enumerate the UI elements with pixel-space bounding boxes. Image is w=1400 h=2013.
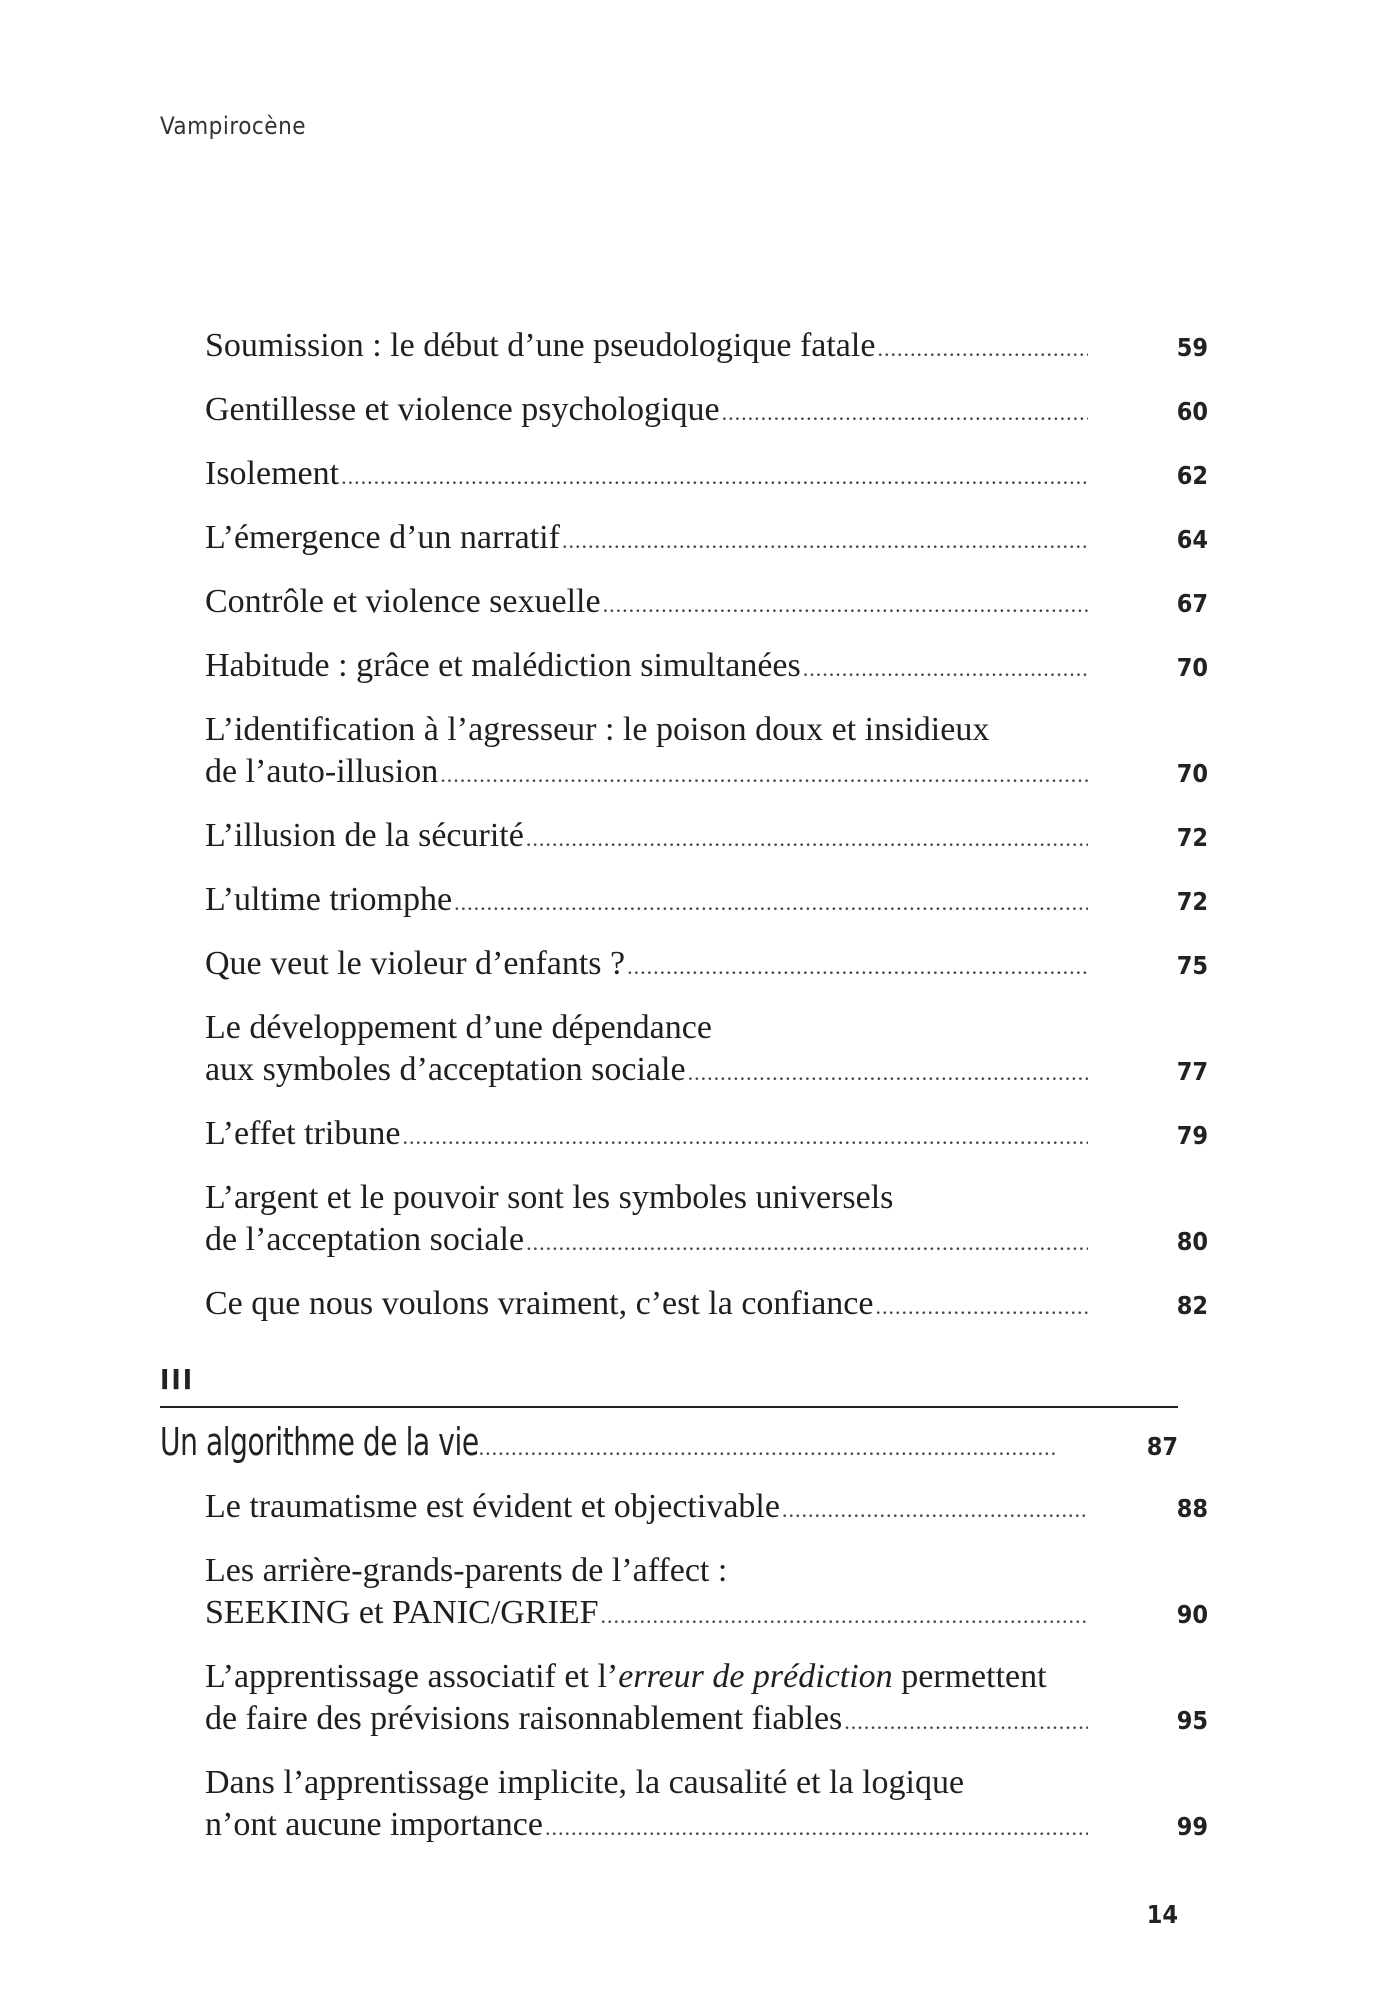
toc-entry[interactable]	[160, 1762, 1208, 1849]
toc-entry-page-number: 79	[1176, 1121, 1208, 1150]
toc-entry-last-line	[160, 581, 1208, 626]
part-number: III	[160, 1363, 195, 1396]
toc-entry-title-line: Le développement d’une dépendance	[205, 1009, 712, 1046]
toc-entry-title-line	[205, 1656, 1178, 1698]
table-of-contents	[160, 325, 1208, 1868]
toc-entry-last-line	[160, 1698, 1208, 1743]
toc-entry-page-number: 59	[1176, 333, 1208, 362]
toc-entry-title: L’ultime triomphe	[205, 881, 453, 918]
toc-entry-title-line: L’identification à l’agresseur : le poison doux et insidieux	[205, 711, 990, 748]
leader-dots	[603, 584, 1088, 626]
toc-entry-emphasis: erreur de prédiction	[618, 1658, 893, 1695]
leader-dots	[526, 1222, 1088, 1264]
toc-entry-page-number: 67	[1176, 589, 1208, 618]
toc-entry-title: L’illusion de la sécurité	[205, 817, 524, 854]
leader-dots	[844, 1701, 1088, 1743]
toc-entry-title: n’ont aucune importance	[205, 1806, 543, 1843]
toc-entry[interactable]	[160, 1550, 1208, 1637]
toc-entry[interactable]	[160, 517, 1208, 562]
toc-entry-page-number: 72	[1176, 887, 1208, 916]
leader-dots	[627, 946, 1088, 988]
toc-entry-title: de l’auto-illusion	[205, 753, 439, 790]
toc-entry-page-number: 82	[1176, 1291, 1208, 1320]
part-title: Un algorithme de la vie	[160, 1420, 479, 1464]
toc-entry-title: L’émergence d’un narratif	[205, 519, 560, 556]
leader-dots	[402, 1116, 1088, 1158]
toc-entry-last-line	[160, 1219, 1208, 1264]
part-heading	[160, 1364, 1178, 1464]
leader-dots	[440, 754, 1088, 796]
toc-entry-title: SEEKING et PANIC/GRIEF	[205, 1594, 599, 1631]
part-page-number: 87	[1146, 1432, 1178, 1461]
toc-entry-page-number: 64	[1176, 525, 1208, 554]
leader-dots	[782, 1489, 1088, 1531]
toc-entry-page-number: 88	[1176, 1494, 1208, 1523]
leader-dots	[722, 392, 1088, 434]
toc-section-part-3	[160, 1486, 1208, 1849]
toc-entry[interactable]	[160, 325, 1208, 370]
toc-entry-last-line	[160, 751, 1208, 796]
leader-dots	[341, 456, 1088, 498]
toc-entry-last-line	[160, 1804, 1208, 1849]
toc-entry[interactable]	[160, 1283, 1208, 1328]
toc-entry-page-number: 62	[1176, 461, 1208, 490]
toc-entry-page-number: 75	[1176, 951, 1208, 980]
leader-dots	[562, 520, 1088, 562]
toc-entry-last-line	[160, 1283, 1208, 1328]
leader-dots	[545, 1807, 1088, 1849]
toc-entry-title: Gentillesse et violence psychologique	[205, 391, 720, 428]
toc-entry[interactable]	[160, 1177, 1208, 1264]
toc-entry[interactable]	[160, 815, 1208, 860]
part-title-row[interactable]	[160, 1420, 1178, 1464]
toc-entry-last-line	[160, 325, 1208, 370]
toc-entry-page-number: 80	[1176, 1227, 1208, 1256]
leader-dots	[803, 648, 1088, 690]
part-divider	[160, 1406, 1178, 1408]
toc-entry-title: Isolement	[205, 455, 340, 492]
leader-dots	[454, 882, 1088, 924]
toc-entry-title-line: L’argent et le pouvoir sont les symboles universels	[205, 1179, 894, 1216]
toc-entry-title: Habitude : grâce et malédiction simultanées	[205, 647, 801, 684]
toc-entry-last-line	[160, 453, 1208, 498]
toc-entry-last-line	[160, 389, 1208, 434]
toc-entry-page-number: 77	[1176, 1057, 1208, 1086]
toc-entry-page-number: 60	[1176, 397, 1208, 426]
leader-dots	[875, 1286, 1088, 1328]
leader-dots	[526, 818, 1088, 860]
toc-entry-title: Soumission : le début d’une pseudologique fatale	[205, 327, 876, 364]
leader-dots	[688, 1052, 1088, 1094]
toc-entry-text: L’apprentissage associatif et l’	[205, 1658, 619, 1695]
toc-entry[interactable]	[160, 645, 1208, 690]
toc-entry-last-line	[160, 1113, 1208, 1158]
toc-entry-page-number: 70	[1176, 759, 1208, 788]
toc-entry-title: de l’acceptation sociale	[205, 1221, 525, 1258]
toc-entry-page-number: 70	[1176, 653, 1208, 682]
toc-entry-title: aux symboles d’acceptation sociale	[205, 1051, 686, 1088]
toc-entry[interactable]	[160, 1007, 1208, 1094]
toc-entry[interactable]	[160, 1486, 1208, 1531]
leader-dots	[877, 328, 1088, 370]
toc-entry-last-line	[160, 645, 1208, 690]
toc-section-part-2	[160, 325, 1208, 1328]
toc-entry-page-number: 90	[1176, 1600, 1208, 1629]
toc-entry[interactable]	[160, 1656, 1208, 1743]
toc-entry[interactable]	[160, 453, 1208, 498]
toc-entry-title: Que veut le violeur d’enfants ?	[205, 945, 626, 982]
toc-entry-last-line	[160, 1486, 1208, 1531]
toc-entry-last-line	[160, 1592, 1208, 1637]
toc-entry-title-line: Dans l’apprentissage implicite, la causalité et la logique	[205, 1764, 965, 1801]
toc-entry[interactable]	[160, 943, 1208, 988]
toc-entry-title: de faire des prévisions raisonnablement fiables	[205, 1700, 843, 1737]
leader-dots	[601, 1595, 1088, 1637]
toc-entry[interactable]	[160, 1113, 1208, 1158]
toc-entry-title: L’effet tribune	[205, 1115, 401, 1152]
toc-entry-page-number: 95	[1176, 1706, 1208, 1735]
toc-entry-title: Ce que nous voulons vraiment, c’est la confiance	[205, 1285, 874, 1322]
running-head: Vampirocène	[160, 112, 307, 140]
toc-entry-text: permettent	[892, 1658, 1047, 1695]
toc-entry-last-line	[160, 815, 1208, 860]
toc-entry-last-line	[160, 517, 1208, 562]
toc-entry[interactable]	[160, 879, 1208, 924]
toc-entry[interactable]	[160, 709, 1208, 796]
toc-entry-page-number: 72	[1176, 823, 1208, 852]
toc-entry-title: Contrôle et violence sexuelle	[205, 583, 601, 620]
toc-entry-last-line	[160, 1049, 1208, 1094]
toc-entry[interactable]	[160, 389, 1208, 434]
toc-entry[interactable]	[160, 581, 1208, 626]
toc-entry-title-line: Les arrière-grands-parents de l’affect :	[205, 1552, 728, 1589]
leader-dots	[479, 1435, 1058, 1461]
toc-entry-last-line	[160, 943, 1208, 988]
page-number: 14	[1146, 1900, 1178, 1929]
toc-entry-title: Le traumatisme est évident et objectivable	[205, 1488, 780, 1525]
toc-entry-last-line	[160, 879, 1208, 924]
toc-entry-page-number: 99	[1176, 1812, 1208, 1841]
